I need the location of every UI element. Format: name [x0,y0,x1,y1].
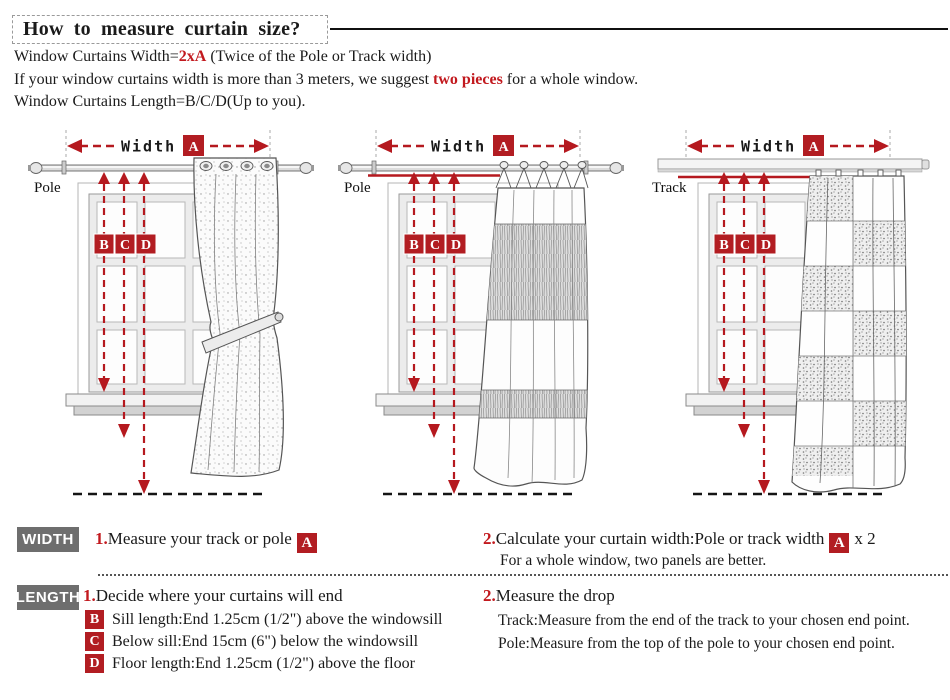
width-step2-number: 2. [483,529,496,548]
width-tag-text: WIDTH [22,531,74,548]
length-note-pole-text: Pole:Measure from the top of the pole to your chosen end point. [498,635,895,652]
length-item-d-badge: D [85,654,104,673]
length-note-track-text: Track:Measure from the end of the track to your chosen end point. [498,612,910,629]
width-step2-suffix: x 2 [854,529,876,548]
intro-line1-pre: Window Curtains Width= [14,48,179,65]
length-step-1 [83,586,343,606]
length-tag-text: LENGTH [15,589,81,606]
length-item-b [85,610,443,629]
length-note-track [498,612,910,630]
width-tag [17,527,79,552]
length-note-pole [498,635,895,653]
length-step2-text: Measure the drop [495,586,615,605]
width-arrow [686,130,890,158]
width-step1-text: Measure your track or pole [107,529,292,548]
pole-label: Pole [34,180,61,196]
intro-line2-pre: If your window curtains width is more than 3 meters, we suggest [14,70,434,88]
length-item-c-text: Below sill:End 15cm (6") below the windowsill [112,632,419,650]
length-step1-text: Decide where your curtains will end [95,586,343,605]
intro-line3-text: Window Curtains Length=B/C/D(Up to you). [14,93,306,110]
width-arrow [66,130,270,158]
width-step-2 [483,529,876,553]
intro-line2-red: two pieces [433,70,503,88]
intro-line2-post: for a whole window. [502,70,639,88]
width-arrow [376,130,580,158]
intro-line-3 [14,91,638,114]
length-step-2 [483,586,615,606]
page-title-text: How to measure curtain size? [23,18,301,40]
width-step2-note [500,552,766,570]
diagram-track-curtain [648,128,948,520]
width-step1-number: 1. [95,529,108,548]
intro-line-2 [14,69,638,92]
length-step1-number: 1. [83,586,96,605]
intro-line1-post: (Twice of the Pole or Track width) [206,48,432,65]
diagram-pleat-curtain [338,128,638,520]
intro-text [14,46,638,114]
length-item-b-text: Sill length:End 1.25cm (1/2") above the windowsill [112,610,443,628]
width-step2-note-text: For a whole window, two panels are better. [500,552,767,569]
intro-line1-red: 2xA [178,48,207,65]
title-rule [330,28,948,30]
length-item-b-badge: B [85,610,104,629]
length-tag [17,585,79,610]
pole-label: Pole [344,180,371,196]
intro-line-1 [14,46,638,69]
length-step2-number: 2. [483,586,496,605]
section-divider [98,574,948,576]
width-step2-a-badge: A [829,533,849,553]
length-item-d [85,654,415,673]
width-step-1 [95,529,322,553]
diagram-grommet-curtain [28,128,328,520]
length-item-d-text: Floor length:End 1.25cm (1/2") above the floor [112,654,415,672]
track-illustration [658,159,929,172]
track-label: Track [652,180,687,196]
width-step1-a-badge: A [297,533,317,553]
page-title [12,15,328,44]
width-step2-text: Calculate your curtain width:Pole or track width [495,529,825,548]
length-item-c [85,632,418,651]
length-item-c-badge: C [85,632,104,651]
diagram-row [0,128,950,520]
